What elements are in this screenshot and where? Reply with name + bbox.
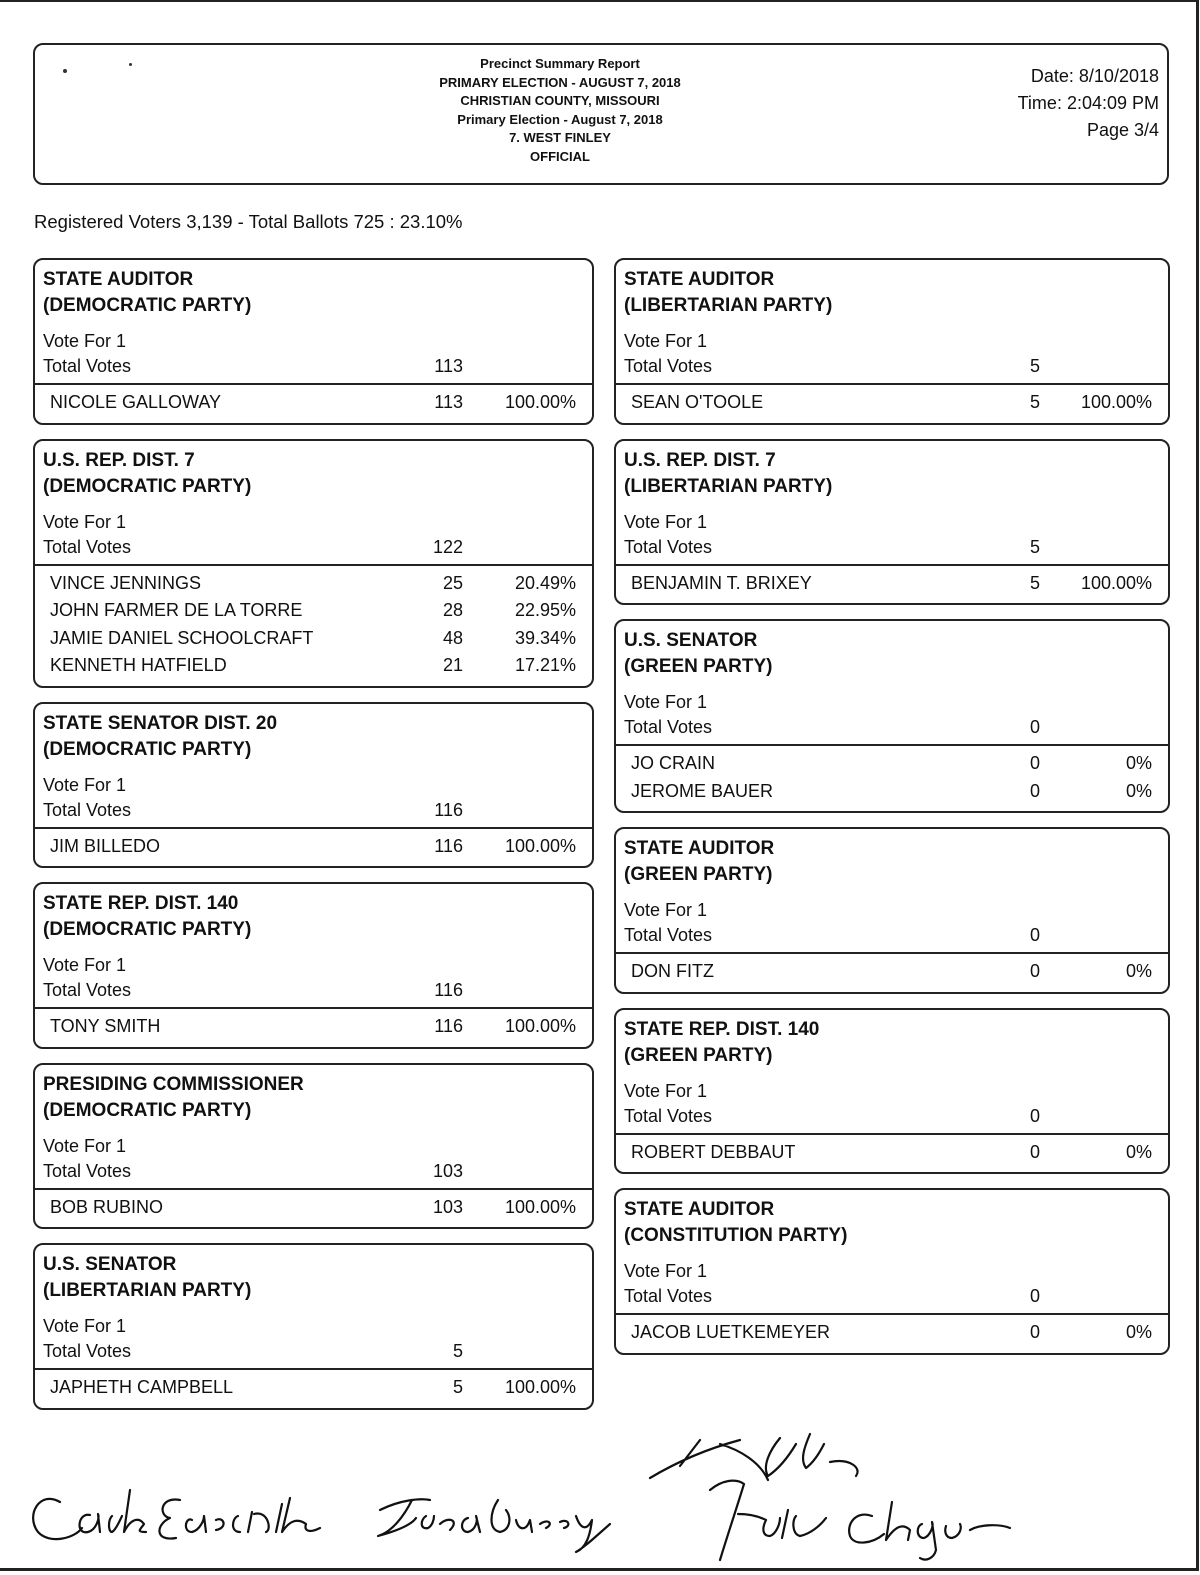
race-box xyxy=(614,827,1170,994)
total-votes-row xyxy=(35,978,592,1009)
candidate-list xyxy=(616,566,1168,604)
vote-for-label: Vote For 1 xyxy=(624,511,708,532)
candidate-row xyxy=(616,389,1168,417)
candidate-list xyxy=(35,1009,592,1047)
candidate-votes: 0 xyxy=(1029,780,1040,801)
candidate-row xyxy=(35,570,592,598)
race-box xyxy=(33,258,594,425)
total-votes-value: 116 xyxy=(434,980,463,1000)
total-votes-value: 5 xyxy=(1029,536,1040,557)
race-title xyxy=(616,1190,1168,1249)
candidate-list xyxy=(616,1135,1168,1173)
candidate-name: JAMIE DANIEL SCHOOLCRAFT xyxy=(50,627,314,648)
candidate-name: SEAN O'TOOLE xyxy=(631,392,764,412)
official-label: OFFICIAL xyxy=(530,148,590,164)
race-party: (GREEN PARTY) xyxy=(624,656,773,677)
candidate-votes: 5 xyxy=(1029,392,1040,412)
candidate-list xyxy=(616,746,1168,811)
race-office: STATE AUDITOR xyxy=(624,269,775,290)
candidate-row xyxy=(616,958,1168,986)
candidate-list xyxy=(35,566,592,686)
vote-for-label: Vote For 1 xyxy=(43,511,127,532)
race-office: U.S. SENATOR xyxy=(43,1254,177,1275)
candidate-percent: 100.00% xyxy=(504,392,576,412)
precinct-name: 7. WEST FINLEY xyxy=(509,130,611,146)
candidate-votes: 5 xyxy=(1029,572,1040,593)
race-party: (LIBERTARIAN PARTY) xyxy=(624,295,833,316)
race-party: (CONSTITUTION PARTY) xyxy=(624,1225,848,1246)
race-title xyxy=(35,441,592,500)
candidate-percent: 0% xyxy=(1125,780,1152,801)
vote-for-label: Vote For 1 xyxy=(43,1316,127,1336)
race-office: STATE REP. DIST. 140 xyxy=(43,893,239,914)
candidate-votes: 28 xyxy=(442,600,463,620)
race-office: U.S. REP. DIST. 7 xyxy=(624,449,776,471)
left-column xyxy=(33,258,594,1424)
election-subtitle: Primary Election - August 7, 2018 xyxy=(457,111,663,127)
candidate-name: JIM BILLEDO xyxy=(50,835,161,856)
total-votes-label: Total Votes xyxy=(624,925,713,945)
race-party: (DEMOCRATIC PARTY) xyxy=(43,295,252,316)
race-title xyxy=(35,260,592,319)
report-time: Time: 2:04:09 PM xyxy=(1017,93,1159,113)
candidate-row xyxy=(35,625,592,653)
total-votes-value: 116 xyxy=(434,799,463,820)
candidate-row xyxy=(35,1194,592,1222)
race-party: (LIBERTARIAN PARTY) xyxy=(43,1280,252,1301)
vote-for-label: Vote For 1 xyxy=(624,1261,708,1281)
race-office: PRESIDING COMMISSIONER xyxy=(43,1073,304,1095)
candidate-name: TONY SMITH xyxy=(50,1016,161,1036)
race-party: (GREEN PARTY) xyxy=(624,1044,773,1066)
total-votes-label: Total Votes xyxy=(43,1160,132,1181)
race-title xyxy=(35,1065,592,1124)
county-name: CHRISTIAN COUNTY, MISSOURI xyxy=(460,93,660,109)
total-votes-value: 113 xyxy=(434,356,463,376)
total-votes-row xyxy=(35,1159,592,1190)
total-votes-row xyxy=(616,354,1168,385)
race-office: STATE REP. DIST. 140 xyxy=(624,1018,820,1040)
signature-3 xyxy=(650,1434,1010,1560)
scan-speck xyxy=(129,63,132,66)
candidate-row xyxy=(35,389,592,417)
candidate-votes: 0 xyxy=(1029,961,1040,981)
candidate-row xyxy=(35,833,592,861)
race-office: STATE SENATOR DIST. 20 xyxy=(43,712,278,734)
race-office: STATE AUDITOR xyxy=(43,269,194,290)
total-votes-label: Total Votes xyxy=(43,536,132,557)
report-meta xyxy=(1018,63,1159,144)
total-votes-row xyxy=(616,1284,1168,1315)
candidate-name: NICOLE GALLOWAY xyxy=(50,392,222,412)
race-party: (DEMOCRATIC PARTY) xyxy=(43,738,252,760)
vote-for-label: Vote For 1 xyxy=(43,774,127,795)
candidate-percent: 0% xyxy=(1125,1322,1152,1342)
total-votes-label: Total Votes xyxy=(624,1286,713,1306)
signature-1 xyxy=(33,1490,320,1539)
total-votes-label: Total Votes xyxy=(624,1105,713,1126)
total-votes-value: 0 xyxy=(1029,1286,1040,1306)
total-votes-value: 0 xyxy=(1029,717,1040,737)
candidate-percent: 100.00% xyxy=(504,1377,576,1397)
race-party: (DEMOCRATIC PARTY) xyxy=(43,1099,252,1121)
candidate-votes: 116 xyxy=(434,835,463,856)
total-votes-value: 5 xyxy=(452,1341,463,1361)
candidate-votes: 103 xyxy=(432,1196,463,1217)
candidate-name: JOHN FARMER DE LA TORRE xyxy=(50,600,303,620)
right-column xyxy=(614,258,1170,1369)
vote-for-label: Vote For 1 xyxy=(43,955,127,975)
election-name: PRIMARY ELECTION - AUGUST 7, 2018 xyxy=(439,74,681,90)
candidate-row xyxy=(35,1374,592,1402)
candidate-name: JEROME BAUER xyxy=(631,780,774,801)
race-party: (GREEN PARTY) xyxy=(624,864,773,885)
registered-voters-summary: Registered Voters 3,139 - Total Ballots 725 : 23.10% xyxy=(34,211,463,232)
candidate-list xyxy=(35,1370,592,1408)
report-date: Date: 8/10/2018 xyxy=(1030,66,1159,86)
scan-speck xyxy=(63,69,67,73)
candidate-list xyxy=(35,829,592,867)
race-party: (DEMOCRATIC PARTY) xyxy=(43,919,252,940)
race-box xyxy=(614,1188,1170,1355)
race-title xyxy=(616,829,1168,888)
total-votes-row xyxy=(616,535,1168,566)
total-votes-label: Total Votes xyxy=(624,356,713,376)
candidate-row xyxy=(616,1319,1168,1347)
total-votes-value: 103 xyxy=(432,1160,463,1181)
vote-for-label: Vote For 1 xyxy=(624,692,708,712)
candidate-votes: 116 xyxy=(434,1016,463,1036)
candidate-name: ROBERT DEBBAUT xyxy=(631,1141,796,1162)
candidate-name: JO CRAIN xyxy=(631,753,716,773)
candidate-percent: 100.00% xyxy=(504,835,576,856)
candidate-votes: 48 xyxy=(442,627,463,648)
race-box xyxy=(33,1063,594,1230)
candidate-percent: 17.21% xyxy=(514,655,576,675)
candidate-name: DON FITZ xyxy=(631,961,714,981)
vote-for-label: Vote For 1 xyxy=(624,900,708,920)
candidate-votes: 0 xyxy=(1029,753,1040,773)
candidate-name: JAPHETH CAMPBELL xyxy=(50,1377,234,1397)
candidate-votes: 0 xyxy=(1029,1141,1040,1162)
candidate-name: BOB RUBINO xyxy=(50,1196,164,1217)
candidate-percent: 0% xyxy=(1125,961,1152,981)
race-box xyxy=(33,1243,594,1410)
total-votes-row xyxy=(616,1104,1168,1135)
race-party: (LIBERTARIAN PARTY) xyxy=(624,475,833,497)
total-votes-value: 5 xyxy=(1029,356,1040,376)
candidate-percent: 39.34% xyxy=(514,627,576,648)
race-title xyxy=(616,621,1168,680)
candidate-list xyxy=(35,1190,592,1228)
candidate-name: KENNETH HATFIELD xyxy=(50,655,227,675)
race-title xyxy=(616,260,1168,319)
candidate-name: JACOB LUETKEMEYER xyxy=(631,1322,831,1342)
report-header xyxy=(33,43,1169,185)
vote-for-label: Vote For 1 xyxy=(43,1135,127,1156)
total-votes-row xyxy=(35,798,592,829)
total-votes-row xyxy=(616,715,1168,746)
candidate-percent: 100.00% xyxy=(1080,572,1152,593)
total-votes-value: 0 xyxy=(1029,1105,1040,1126)
candidate-row xyxy=(35,652,592,680)
signatures-svg xyxy=(20,1420,1030,1570)
candidate-votes: 5 xyxy=(452,1377,463,1397)
candidate-row xyxy=(616,750,1168,778)
report-title-block xyxy=(335,55,785,167)
signature-2 xyxy=(378,1499,610,1552)
race-box xyxy=(614,439,1170,606)
race-box xyxy=(33,439,594,688)
total-votes-label: Total Votes xyxy=(43,356,132,376)
race-title xyxy=(35,884,592,943)
total-votes-value: 122 xyxy=(432,536,463,557)
total-votes-row xyxy=(35,1339,592,1370)
race-title xyxy=(616,1010,1168,1069)
report-title: Precinct Summary Report xyxy=(480,56,640,71)
candidate-percent: 100.00% xyxy=(1080,392,1152,412)
candidate-percent: 100.00% xyxy=(504,1196,576,1217)
total-votes-label: Total Votes xyxy=(43,1341,132,1361)
candidate-row xyxy=(35,597,592,625)
race-box xyxy=(33,702,594,869)
candidate-row xyxy=(616,778,1168,806)
race-title xyxy=(616,441,1168,500)
race-office: STATE AUDITOR xyxy=(624,1199,775,1220)
total-votes-row xyxy=(35,354,592,385)
candidate-votes: 21 xyxy=(442,655,463,675)
candidate-percent: 0% xyxy=(1125,753,1152,773)
race-box xyxy=(614,619,1170,813)
total-votes-value: 0 xyxy=(1029,925,1040,945)
total-votes-label: Total Votes xyxy=(624,717,713,737)
candidate-row xyxy=(616,570,1168,598)
vote-for-label: Vote For 1 xyxy=(624,1080,708,1101)
candidate-percent: 20.49% xyxy=(514,572,576,593)
total-votes-label: Total Votes xyxy=(43,799,132,820)
candidate-percent: 0% xyxy=(1125,1141,1152,1162)
candidate-votes: 113 xyxy=(434,392,463,412)
race-box xyxy=(614,258,1170,425)
candidate-percent: 22.95% xyxy=(514,600,576,620)
total-votes-row xyxy=(35,535,592,566)
total-votes-label: Total Votes xyxy=(624,536,713,557)
race-office: U.S. SENATOR xyxy=(624,630,758,651)
candidate-row xyxy=(35,1013,592,1041)
race-box xyxy=(614,1008,1170,1175)
total-votes-label: Total Votes xyxy=(43,980,132,1000)
race-office: U.S. REP. DIST. 7 xyxy=(43,449,195,471)
page-number: Page 3/4 xyxy=(1086,120,1159,140)
candidate-list xyxy=(616,385,1168,423)
total-votes-row xyxy=(616,923,1168,954)
race-title xyxy=(35,1245,592,1304)
vote-for-label: Vote For 1 xyxy=(43,331,127,351)
vote-for-label: Vote For 1 xyxy=(624,331,708,351)
race-box xyxy=(33,882,594,1049)
signature-area xyxy=(20,1420,1030,1570)
candidate-name: VINCE JENNINGS xyxy=(50,572,202,593)
candidate-votes: 25 xyxy=(442,572,463,593)
candidate-votes: 0 xyxy=(1029,1322,1040,1342)
race-title xyxy=(35,704,592,763)
candidate-list xyxy=(616,1315,1168,1353)
race-party: (DEMOCRATIC PARTY) xyxy=(43,475,252,497)
candidate-list xyxy=(35,385,592,423)
candidate-list xyxy=(616,954,1168,992)
candidate-row xyxy=(616,1139,1168,1167)
candidate-percent: 100.00% xyxy=(504,1016,576,1036)
candidate-name: BENJAMIN T. BRIXEY xyxy=(631,572,812,593)
race-office: STATE AUDITOR xyxy=(624,838,775,859)
